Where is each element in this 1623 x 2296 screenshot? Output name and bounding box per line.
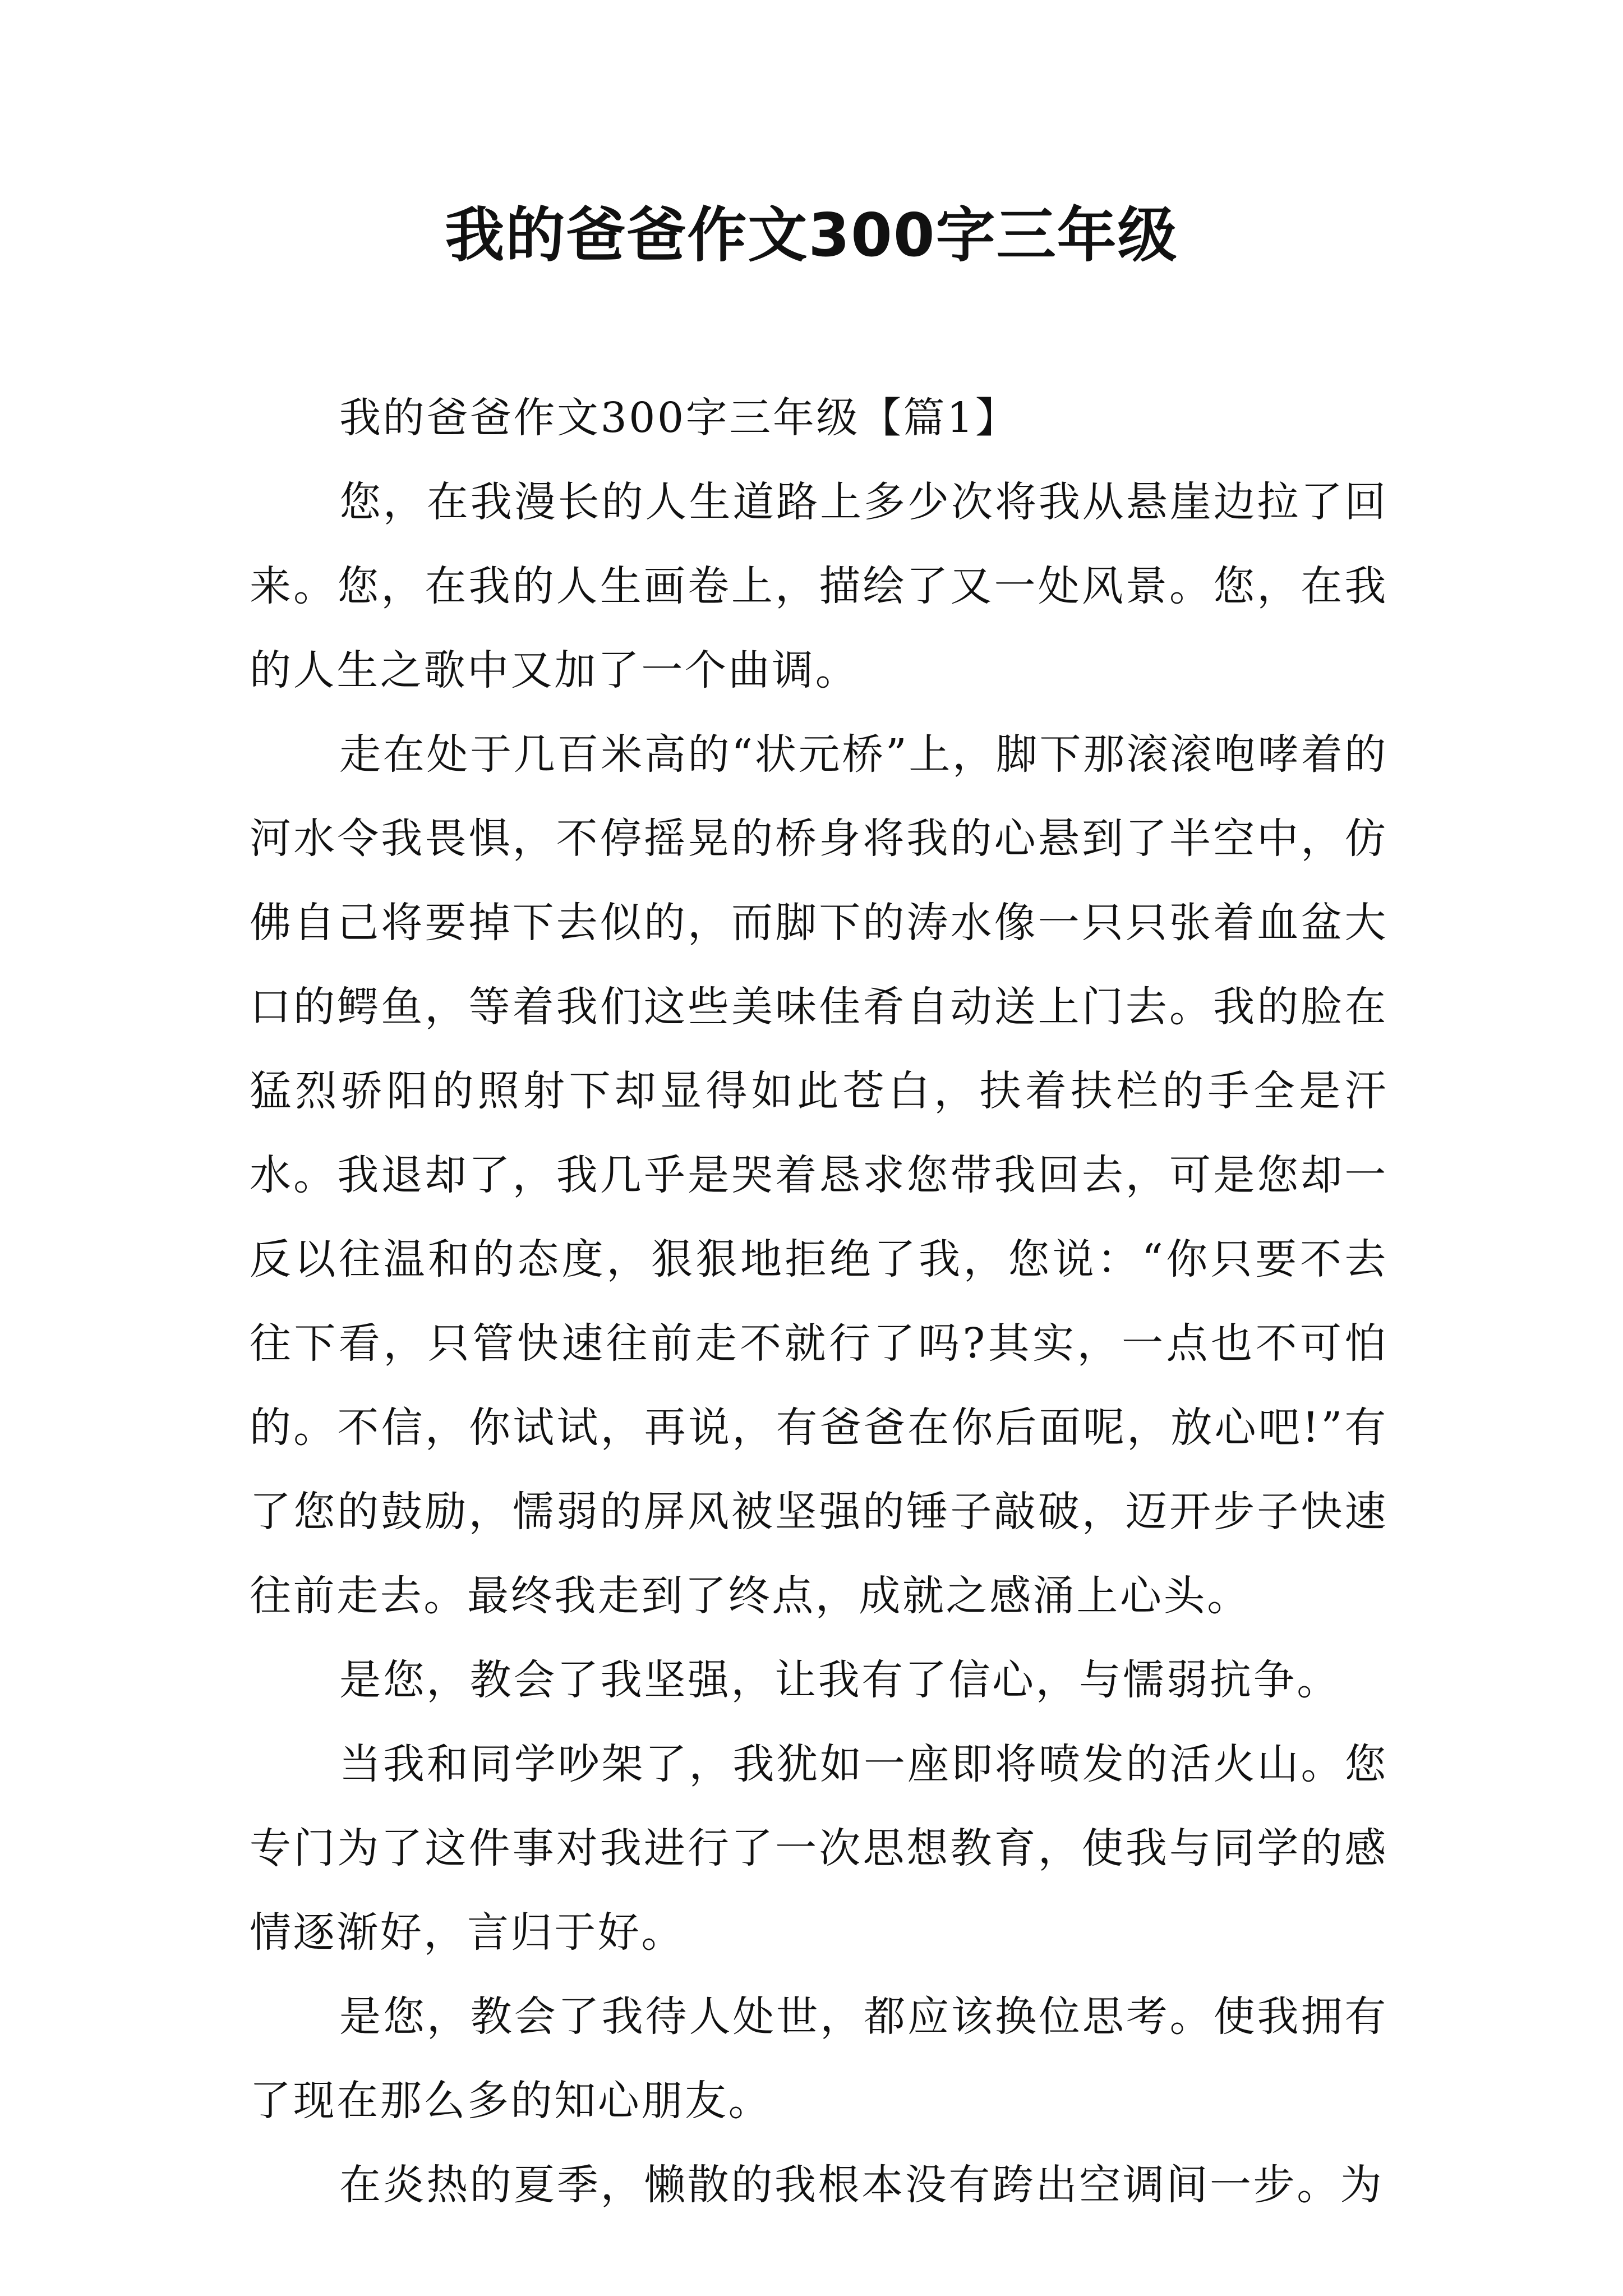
paragraph: 您，在我漫长的人生道路上多少次将我从悬崖边拉了回来。您，在我的人生画卷上，描绘了又一处风景。您，在我的人生之歌中又加了一个曲调。 (250, 478, 1388, 694)
document-body (250, 376, 1388, 2227)
paragraph: 在炎热的夏季，懒散的我根本没有跨出空调间一步。为 (339, 2161, 1384, 2209)
document-title: 我的爸爸作文300字三年级 (445, 201, 1178, 270)
paragraph: 是您，教会了我坚强，让我有了信心，与懦弱抗争。 (339, 1656, 1340, 1704)
paragraph-heading: 我的爸爸作文300字三年级【篇1】 (339, 394, 1019, 442)
paragraph: 是您，教会了我待人处世，都应该换位思考。使我拥有了现在那么多的知心朋友。 (250, 1993, 1388, 2125)
paragraph: 走在处于几百米高的“状元桥”上，脚下那滚滚咆哮着的河水令我畏惧，不停摇晃的桥身将我的心悬到了半空中，仿佛自己将要掉下去似的，而脚下的涛水像一只只张着血盆大口的鳄鱼，等着我们这些美味佳肴自动送上门去。我的脸在猛烈骄阳的照射下却显得如此苍白，扶着扶栏的手全是汗水。我退却了，我几乎是哭着恳求您带我回去，可是您却一反以往温和的态度，狠狠地拒绝了我，您说：“你只要不去往下看，只管快速往前走不就行了吗?其实，一点也不可怕的。不信，你试试，再说，有爸爸在你后面呢，放心吧!”有了您的鼓励，懦弱的屏风被坚强的锤子敲破，迈开步子快速往前走去。最终我走到了终点，成就之感涌上心头。 (250, 730, 1388, 1620)
paragraph: 当我和同学吵架了，我犹如一座即将喷发的活火山。您专门为了这件事对我进行了一次思想教育，使我与同学的感情逐渐好，言归于好。 (250, 1740, 1388, 1957)
